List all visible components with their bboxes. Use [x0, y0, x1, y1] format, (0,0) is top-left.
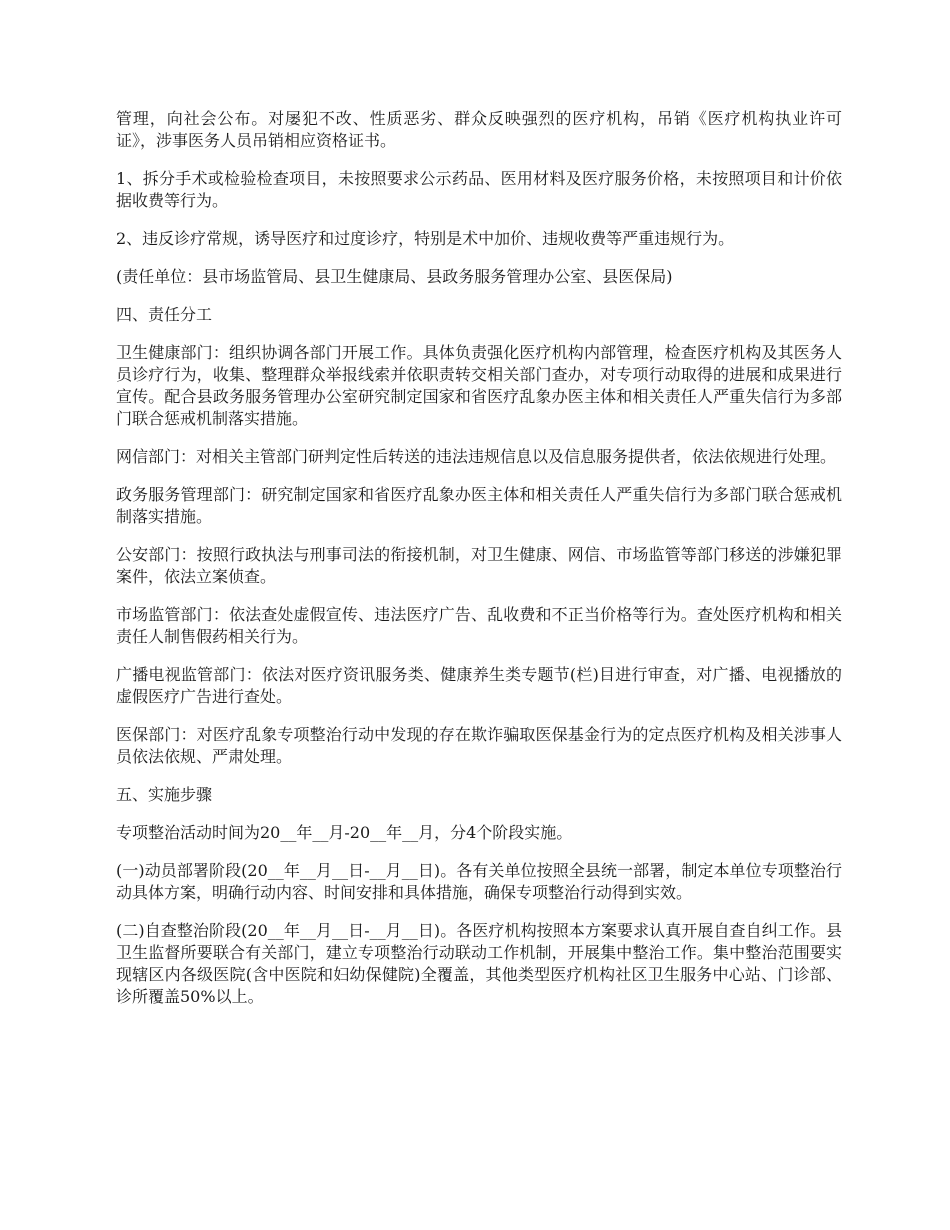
paragraph-broadcast-regulation-department: 广播电视监管部门：依法对医疗资讯服务类、健康养生类专题节(栏)目进行审查，对广播、电视播放的虚假医疗广告进行查处。 — [116, 665, 842, 706]
paragraph-medical-insurance-department: 医保部门：对医疗乱象专项整治行动中发现的存在欺诈骗取医保基金行为的定点医疗机构及相关涉事人员依法依规、严肃处理。 — [116, 725, 842, 766]
paragraph-health-department: 卫生健康部门：组织协调各部门开展工作。具体负责强化医疗机构内部管理，检查医疗机构及其医务人员诊疗行为，收集、整理群众举报线索并依职责转交相关部门查办，对专项行动取得的进展和成果进行宣传。配合县政务服务管理办公室研究制定国家和省医疗乱象办医主体和相关责任人严重失信行为多部门联合惩戒机制落实措施。 — [116, 343, 842, 428]
paragraph-responsible-units: (责任单位：县市场监管局、县卫生健康局、县政务服务管理办公室、县医保局) — [116, 267, 673, 286]
paragraph-market-regulation-department: 市场监管部门：依法查处虚假宣传、违法医疗广告、乱收费和不正当价格等行为。查处医疗机构和相关责任人制售假药相关行为。 — [116, 605, 842, 646]
paragraph-item-1-pricing: 1、拆分手术或检验检查项目，未按照要求公示药品、医用材料及医疗服务价格，未按照项目和计价依据收费等行为。 — [116, 169, 842, 210]
paragraph-public-security-department: 公安部门：按照行政执法与刑事司法的衔接机制，对卫生健康、网信、市场监管等部门移送的涉嫌犯罪案件，依法立案侦查。 — [116, 545, 842, 586]
paragraph-item-2-overtreatment: 2、违反诊疗常规，诱导医疗和过度诊疗，特别是术中加价、违规收费等严重违规行为。 — [116, 229, 735, 248]
paragraph-campaign-timeline: 专项整治活动时间为20__年__月-20__年__月，分4个阶段实施。 — [116, 823, 573, 842]
paragraph-revocation-penalty: 管理，向社会公布。对屡犯不改、性质恶劣、群众反映强烈的医疗机构，吊销《医疗机构执业许可证》，涉事医务人员吊销相应资格证书。 — [116, 109, 842, 150]
document-page — [116, 108, 842, 1024]
section-heading-responsibilities: 四、责任分工 — [116, 305, 213, 324]
paragraph-stage-1-mobilization: (一)动员部署阶段(20__年__月__日-__月__日)。各有关单位按照全县统一部署，制定本单位专项整治行动具体方案，明确行动内容、时间安排和具体措施，确保专项整治行动得到实效。 — [116, 861, 842, 902]
paragraph-government-services-department: 政务服务管理部门：研究制定国家和省医疗乱象办医主体和相关责任人严重失信行为多部门联合惩戒机制落实措施。 — [116, 485, 842, 526]
paragraph-cyberspace-department: 网信部门：对相关主管部门研判定性后转送的违法违规信息以及信息服务提供者，依法依规进行处理。 — [116, 447, 837, 466]
section-heading-implementation-steps: 五、实施步骤 — [116, 785, 213, 804]
paragraph-stage-2-self-inspection: (二)自查整治阶段(20__年__月__日-__月__日)。各医疗机构按照本方案要求认真开展自查自纠工作。县卫生监督所要联合有关部门，建立专项整治行动联动工作机制，开展集中整治工作。集中整治范围要实现辖区内各级医院(含中医院和妇幼保健院)全覆盖，其他类型医疗机构社区卫生服务中心站、门诊部、诊所覆盖50%以上。 — [116, 921, 842, 1006]
